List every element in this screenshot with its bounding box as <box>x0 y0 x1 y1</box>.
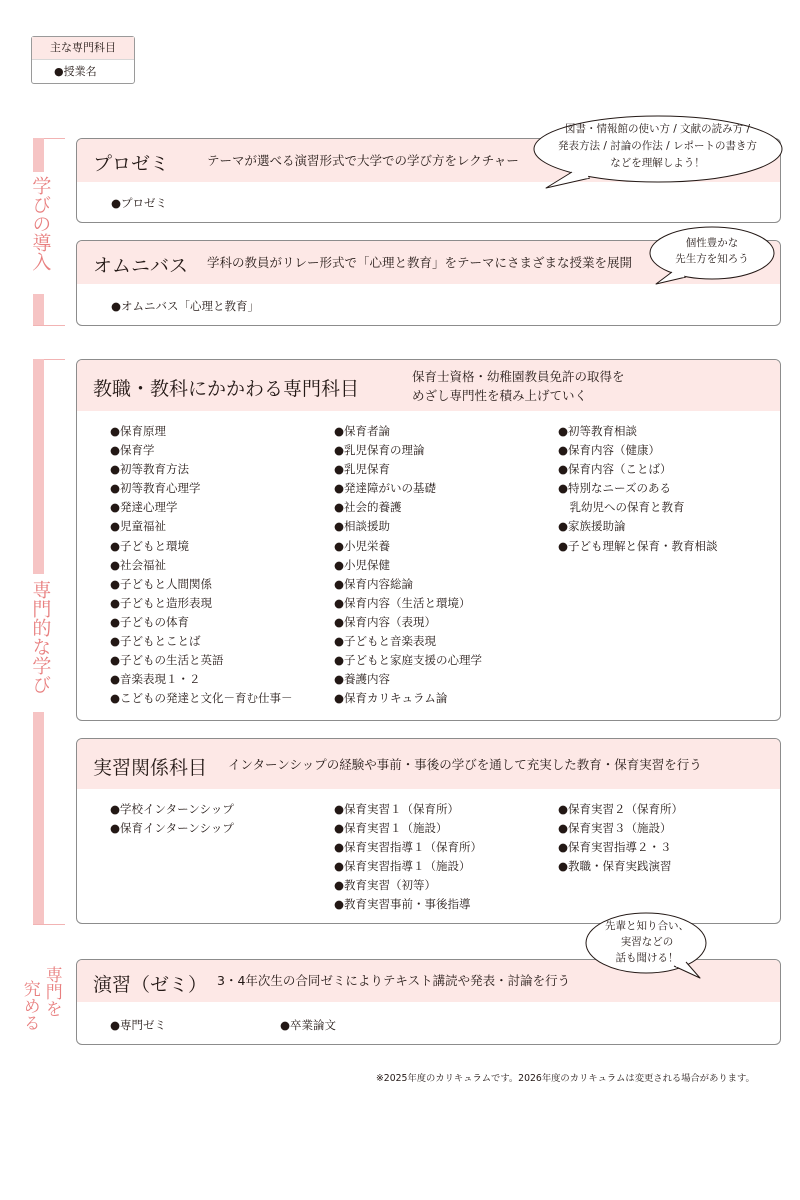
section-description-line2: めざし専門性を積み上げていく <box>412 388 588 403</box>
section-title: 教職・教科にかかわる専門科目 <box>93 378 360 400</box>
section-description: インターンシップの経験や事前・事後の学びを通して充実した教育・保育実習を行う <box>228 757 702 772</box>
course-item: ●子どもと家庭支援の心理学 <box>334 653 483 668</box>
course-item: ●保育内容（健康） <box>558 443 661 458</box>
sidebar-divider <box>33 325 65 326</box>
section-description: 学科の教員がリレー形式で「心理と教育」をテーマにさまざまな授業を展開 <box>207 255 633 270</box>
course-item: ●子どもの体育 <box>110 614 190 629</box>
footnote: ※2025年度のカリキュラムです。2026年度のカリキュラムは変更される場合があります。 <box>376 1073 755 1084</box>
course-item: ●初等教育相談 <box>558 424 638 438</box>
course-item: ●特別なニーズのある <box>558 481 671 496</box>
section-kyoshoku <box>76 359 781 721</box>
course-column-3 <box>558 422 718 556</box>
course-item: ●音楽表現１・２ <box>110 672 201 687</box>
legend-box <box>31 36 135 84</box>
course-column-2 <box>334 800 482 915</box>
course-column-2 <box>334 422 482 708</box>
sidebar-label-master-col2: 究める <box>19 980 40 1031</box>
section-jisshu <box>76 738 781 924</box>
speech-bubble-line: 話も聞ける！ <box>615 952 679 964</box>
speech-bubble-line: などを理解しよう！ <box>610 157 705 169</box>
course-item: ●子どもとことば <box>110 634 201 649</box>
section-title: オムニバス <box>93 255 189 277</box>
course-item: ●家族援助論 <box>558 519 626 534</box>
course-item: ●小児栄養 <box>334 538 391 553</box>
course-column-1 <box>110 800 234 838</box>
sidebar-bar <box>33 138 44 172</box>
speech-bubble-seniors <box>582 910 712 982</box>
legend-title: 主な専門科目 <box>32 37 134 60</box>
course-item: ●オムニバス「心理と教育」 <box>111 299 260 313</box>
sidebar-label-intro: 学びの導入 <box>29 176 52 271</box>
course-item: ●子どもと環境 <box>110 538 190 553</box>
section-description: テーマが選べる演習形式で大学での学び方をレクチャー <box>207 153 519 168</box>
course-item: ●小児保健 <box>334 557 391 572</box>
course-item: ●乳児保育の理論 <box>334 443 425 458</box>
section-description: 3・4年次生の合同ゼミによりテキスト講読や発表・討論を行う <box>217 973 571 988</box>
course-item: ●子ども理解と保育・教育相談 <box>558 538 718 553</box>
course-item: ●保育者論 <box>334 424 391 438</box>
course-item: ●保育内容総論 <box>334 576 414 591</box>
course-item: ●保育学 <box>110 443 155 458</box>
course-item: ●保育実習２（保育所） <box>558 802 684 816</box>
course-item: ●保育インターンシップ <box>110 821 234 836</box>
course-item: ●児童福祉 <box>110 519 167 534</box>
course-item: ●初等教育方法 <box>110 462 190 477</box>
course-item: ●教育実習事前・事後指導 <box>334 897 471 912</box>
course-item: ●専門ゼミ <box>110 1018 167 1032</box>
speech-bubble-line: 実習などの <box>620 936 674 948</box>
course-column-2 <box>280 1016 336 1035</box>
course-item: ●保育実習指導１（施設） <box>334 859 471 874</box>
course-list <box>111 297 259 316</box>
section-title: 演習（ゼミ） <box>93 974 208 996</box>
course-column-3 <box>558 800 683 876</box>
course-item: ●保育内容（生活と環境） <box>334 595 471 610</box>
course-item: ●子どもの生活と英語 <box>110 653 224 668</box>
speech-bubble-line: 先生方を知ろう <box>675 253 749 265</box>
course-item: ●保育実習１（保育所） <box>334 802 460 816</box>
sidebar-label-master-col1: 専門を <box>41 966 62 1017</box>
course-column-1 <box>110 1016 166 1035</box>
course-item: ●保育内容（表現） <box>334 614 437 629</box>
section-title: プロゼミ <box>93 153 170 175</box>
course-item: ●発達障がいの基礎 <box>334 481 437 496</box>
section-title: 実習関係科目 <box>93 757 208 779</box>
course-item: ●教育実習（初等） <box>334 878 437 893</box>
course-item: ●学校インターンシップ <box>110 802 234 816</box>
speech-bubble-line: 先輩と知り合い、 <box>605 920 689 932</box>
course-item: ●卒業論文 <box>280 1018 337 1032</box>
course-item: ●養護内容 <box>334 672 391 687</box>
course-item: ●子どもと人間関係 <box>110 576 213 591</box>
sidebar-label-specialized: 専門的な学び <box>29 580 52 694</box>
course-item: ●プロゼミ <box>111 196 168 210</box>
sidebar-bar <box>33 712 44 924</box>
speech-bubble-line: 個性豊かな <box>685 237 739 249</box>
sidebar-bar <box>33 294 44 325</box>
course-item: ●保育実習指導１（保育所） <box>334 840 483 855</box>
course-item: ●こどもの発達と文化－育む仕事－ <box>110 691 293 706</box>
section-description-line1: 保育士資格・幼稚園教員免許の取得を <box>412 369 625 384</box>
course-item: ●保育実習３（施設） <box>558 821 672 836</box>
course-item: ●保育実習１（施設） <box>334 821 448 836</box>
course-item: ●社会福祉 <box>110 557 167 572</box>
course-item: ●初等教育心理学 <box>110 481 201 496</box>
sidebar-divider <box>33 924 65 925</box>
course-item: ●保育原理 <box>110 424 167 438</box>
course-list <box>111 194 167 213</box>
legend-item: ●授業名 <box>54 65 97 78</box>
speech-bubble-library <box>530 112 785 192</box>
speech-bubble-teachers <box>644 224 780 288</box>
course-column-1 <box>110 422 293 708</box>
course-item: ●保育カリキュラム論 <box>334 691 448 706</box>
course-item: ●子どもと造形表現 <box>110 595 213 610</box>
course-item: ●保育内容（ことば） <box>558 462 672 477</box>
course-item: ●社会的養護 <box>334 500 402 515</box>
course-item: ●発達心理学 <box>110 500 178 515</box>
course-item: ●保育実習指導２・３ <box>558 840 672 855</box>
course-item: 乳幼児への保育と教育 <box>558 500 685 515</box>
sidebar-bar <box>33 359 44 574</box>
course-item: ●乳児保育 <box>334 462 391 477</box>
course-item: ●子どもと音楽表現 <box>334 634 437 649</box>
course-item: ●教職・保育実践演習 <box>558 859 672 874</box>
speech-bubble-line: 発表方法 / 討論の作法 / レポートの書き方 <box>558 140 757 152</box>
course-item: ●相談援助 <box>334 519 391 534</box>
speech-bubble-line: 図書・情報館の使い方 / 文献の読み方 / <box>564 123 751 135</box>
